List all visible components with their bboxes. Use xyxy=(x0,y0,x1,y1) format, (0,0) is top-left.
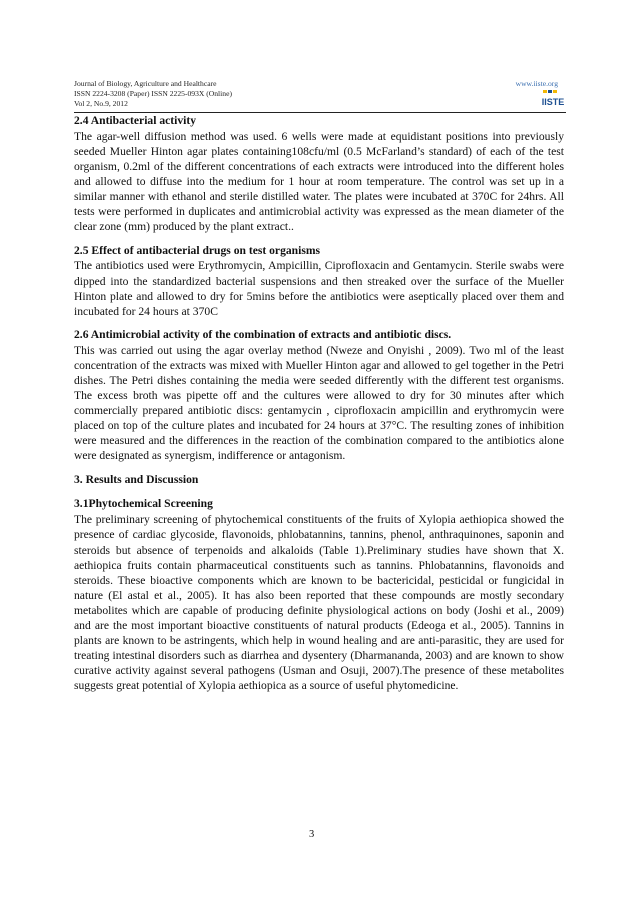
section-results-and-discussion xyxy=(74,473,564,488)
section-heading: 3.1Phytochemical Screening xyxy=(74,497,213,511)
section-heading: 3. Results and Discussion xyxy=(74,472,199,486)
section-combination-activity xyxy=(74,328,564,464)
section-paragraph: The preliminary screening of phytochemical constituents of the fruits of Xylopia aethiopica showed the presence of cardiac glycoside, flavonoids, phlobatannins, tannins, phenol, anthraquinones, saponin and steroids but absence of terpenoids and alkaloids (Table 1).Preliminary studies have shown that X. aethiopica fruits contain pharmaceutical constituents such as tannins. Phlobatannins, flavonoids and steroids. These bioactive components which are known to be bactericidal, pesticidal or fungicidal in nature (El astal et al., 2005). It has also been reported that these compounds are mostly secondary metabolites which are capable of producing definite physiological actions on body (Joshi et al., 2009) and are the most important bioactive constituents of natural products (Edeoga et al., 2005). Tannins in plants are known to be astringents, which help in wound healing and are anti-parasitic, they are used for treating intestinal disorders such as diarrhea and dysentery (Dharmananda, 2003) and are known to show curative activity against several pathogens (Usman and Osuji, 2007).The presence of these metabolites suggests great potential of Xylopia aethiopica as a source of useful phytomedicine. xyxy=(74,513,564,693)
section-antibacterial-drugs xyxy=(74,244,564,319)
section-phytochemical-screening xyxy=(74,497,564,693)
journal-url-link[interactable]: www.iiste.org xyxy=(515,79,558,88)
section-antibacterial-activity xyxy=(74,114,564,235)
section-heading: 2.6 Antimicrobial activity of the combination of extracts and antibiotic discs. xyxy=(74,327,452,341)
issn-line: ISSN 2224-3208 (Paper) ISSN 2225-093X (Online) xyxy=(74,89,232,99)
section-paragraph: The antibiotics used were Erythromycin, Ampicillin, Ciprofloxacin and Gentamycin. Sterile swabs were dipped into the standardized bacterial suspensions and then streaked over the surface of the Mueller Hinton plate and allowed to dry for 5mins before the antibiotics were aseptically placed over them and incubated for 24 hours at 370C xyxy=(74,259,564,318)
page-number: 3 xyxy=(309,829,315,840)
journal-title: Journal of Biology, Agriculture and Healthcare xyxy=(74,79,217,88)
section-heading: 2.5 Effect of antibacterial drugs on test organisms xyxy=(74,243,321,257)
section-paragraph: The agar-well diffusion method was used. 6 wells were made at equidistant positions into previously seeded Mueller Hinton agar plates containing108cfu/ml (0.5 McFarland’s standard) of each of the test organism, 0.2ml of the different concentrations of each extracts were introduced into the different holes and allowed to diffuse into the medium for 1 hour at room temperature. The control was set up in a similar manner with ethanol and sterile distilled water. The plates were incubated at 370C for 24hrs. All tests were performed in duplicates and antimicrobial activity was expressed as the mean diameter of the clear zone (mm) produced by the plant extract.. xyxy=(74,129,564,234)
section-paragraph: This was carried out using the agar overlay method (Nweze and Onyishi , 2009). Two ml of the least concentration of the extracts was mixed with Mueller Hinton agar and allowed to gel together in the Petri dishes. The Petri dishes containing the media were seeded differently with the different test organisms. The excess broth was pipette off and the cultures were allowed to dry for 30 minutes after which commercially prepared antibiotic discs: gentamycin , ciprofloxacin ampicillin and erythromycin were placed on top of the culture plates and incubated for 24 hours at 37°C. The resulting zones of inhibition were measured and the differences in the reaction of the combination compared to the antibiotics alone were designated as synergism, indifference or antagonism. xyxy=(74,343,564,463)
volume-line: Vol 2, No.9, 2012 xyxy=(74,99,128,109)
header-rule xyxy=(74,112,566,113)
section-heading: 2.4 Antibacterial activity xyxy=(74,114,197,127)
journal-header xyxy=(74,79,566,110)
article-body xyxy=(74,114,564,702)
svg-text:IISTE: IISTE xyxy=(541,97,565,107)
iiste-logo xyxy=(540,89,566,111)
